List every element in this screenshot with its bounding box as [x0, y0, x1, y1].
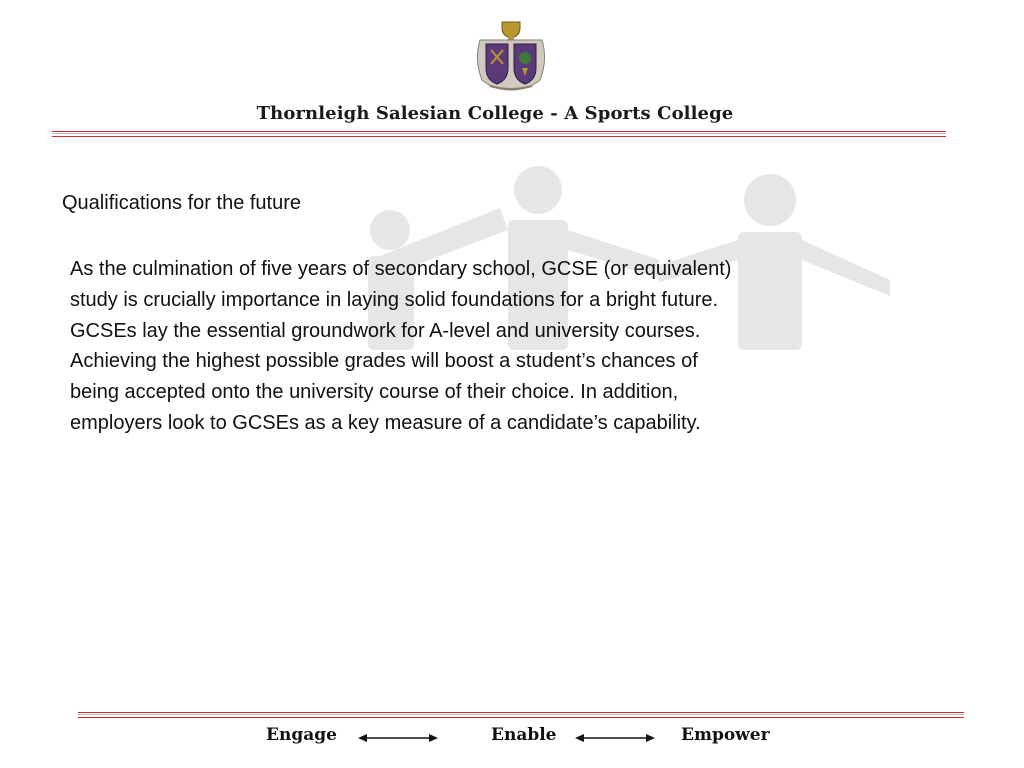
section-heading: Qualifications for the future [62, 192, 302, 214]
header-divider [52, 133, 946, 134]
double-arrow-icon [575, 730, 655, 746]
header-divider [52, 136, 946, 137]
page-title: Thornleigh Salesian College - A Sports College [256, 103, 734, 124]
paragraph-line: being accepted onto the university course of their choice. In addition, [70, 381, 679, 404]
footer-engage: Engage [266, 725, 337, 745]
footer-divider [78, 714, 964, 715]
footer-empower: Empower [681, 725, 770, 745]
body-paragraph [70, 254, 950, 439]
school-crest-icon [472, 20, 550, 92]
paragraph-line: Achieving the highest possible grades will boost a student’s chances of [70, 350, 698, 373]
header-divider [52, 131, 946, 132]
footer-divider [78, 717, 964, 718]
double-arrow-icon [358, 730, 438, 746]
footer-divider [78, 712, 964, 713]
paragraph-line: GCSEs lay the essential groundwork for A-level and university courses. [70, 319, 701, 342]
paragraph-line: employers look to GCSEs as a key measure of a candidate’s capability. [70, 411, 701, 434]
paragraph-line: study is crucially importance in laying solid foundations for a bright future. [70, 288, 719, 311]
paragraph-line: As the culmination of five years of secondary school, GCSE (or equivalent) [70, 258, 732, 280]
footer-enable: Enable [491, 725, 557, 745]
